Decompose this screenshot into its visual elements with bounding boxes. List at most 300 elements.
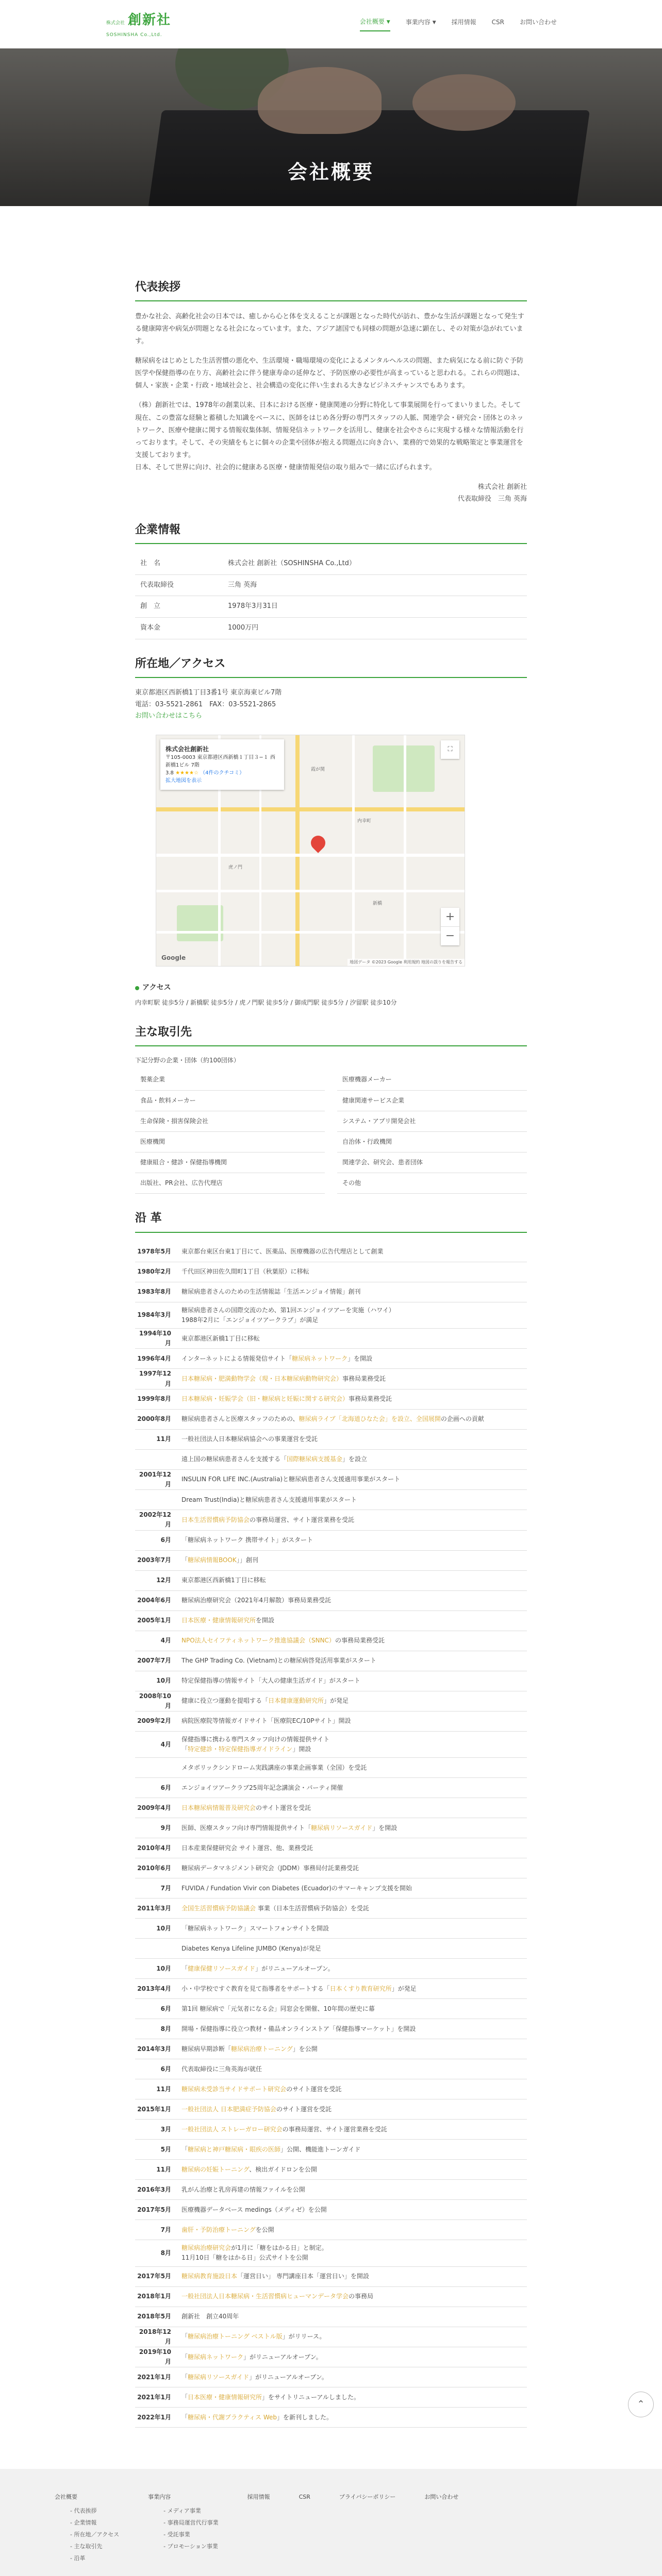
client-item: 自治体・行政機関 — [337, 1132, 527, 1153]
history-date: 2009年2月 — [137, 1717, 171, 1725]
history-row — [135, 1878, 527, 1899]
history-row — [135, 1262, 527, 1282]
history-text: Dream Trust(India)と糖尿病患者さん支援適用事業がスタート — [181, 1496, 357, 1503]
history-date: 2013年4月 — [137, 1985, 171, 1992]
history-row — [135, 1349, 527, 1369]
history-row — [135, 2267, 527, 2287]
section-title: 企業情報 — [135, 521, 527, 544]
history-date: 2015年1月 — [137, 2105, 171, 2113]
history-row — [135, 2059, 527, 2079]
history-link[interactable]: 一般社団法人 ストレーガロー研究会 — [181, 2125, 283, 2133]
nav-item[interactable]: 会社概要 ▼ — [360, 17, 390, 31]
nav-item[interactable]: 採用情報 — [451, 19, 476, 26]
history-text: 健康に役立つ運動を提唱する「日本健康運動研究所」が発足 — [181, 1697, 349, 1705]
client-item: 健康関連サービス企業 — [337, 1091, 527, 1111]
map-zoom-control — [441, 908, 459, 945]
history-row — [135, 1778, 527, 1798]
footer-link[interactable]: 事業内容 — [148, 2494, 171, 2501]
footer-column — [55, 2493, 119, 2564]
history-date: 2021年1月 — [137, 2373, 171, 2381]
history-date: 2018年5月 — [137, 2313, 171, 2320]
footer-sublink[interactable]: - 企業情報 — [70, 2517, 119, 2529]
history-row — [135, 1631, 527, 1651]
section-title: 代表挨拶 — [135, 278, 527, 301]
history-text: 乳がん治療と乳房再建の情報ファイルを公開 — [181, 2185, 305, 2193]
history-date: 2002年12月 — [139, 1511, 171, 1529]
history-row — [135, 1302, 527, 1329]
footer-link[interactable]: お問い合わせ — [424, 2494, 459, 2501]
history-text: 糖尿病早期診断「糖尿病治療トーニング」を公開 — [181, 2045, 318, 2053]
footer-sublink[interactable]: - 主な取引先 — [70, 2540, 119, 2552]
history-text: 糖尿病データマネジメント研究会（JDDM）事務局付託業務受託 — [181, 1864, 359, 1872]
history-row — [135, 1490, 527, 1510]
history-text: 「糖尿病ネットワーク」がリニューアルオープン。 — [181, 2353, 322, 2361]
history-link[interactable]: 糖尿病教育施設日本 — [181, 2273, 238, 2280]
history-text: 特定保健指導の情報サイト「大人の健康生活ガイド」がスタート — [181, 1676, 360, 1684]
history-row — [135, 2200, 527, 2220]
history-text: 糖尿病未受診当サイドサポート研究会のサイト運営を受託 — [181, 2085, 342, 2093]
history-text: インターネットによる情報発信サイト「糖尿病ネットワーク」を開設 — [181, 1354, 373, 1362]
history-date: 1978年5月 — [137, 1248, 171, 1256]
greeting-paragraph: 日本、そして世界に向け、社会的に健康ある医療・健康情報発信の取り組みで一緒に広げられます。 — [135, 463, 436, 471]
history-date: 2011年3月 — [137, 1904, 171, 1912]
history-date: 2019年10月 — [139, 2348, 171, 2366]
history-date: 2007年7月 — [137, 1656, 171, 1664]
history-date: 2021年1月 — [137, 2393, 171, 2401]
footer-sublink[interactable]: - 受託事業 — [163, 2529, 218, 2540]
history-link[interactable]: 糖尿病ネットワーク — [292, 1354, 348, 1362]
logo-name: 創新社 — [128, 12, 172, 28]
history-row — [135, 2240, 527, 2266]
zoom-in-button[interactable]: + — [445, 910, 455, 924]
history-date: 7月 — [160, 2226, 171, 2233]
clients-note: 下記分野の企業・団体（約100団体） — [135, 1057, 240, 1064]
history-text: 「糖尿病情報BOOK」」創刊 — [181, 1556, 258, 1564]
history-row — [135, 2347, 527, 2367]
history-date: 9月 — [160, 1824, 171, 1832]
section-title: 主な取引先 — [135, 1023, 527, 1046]
history-row — [135, 1732, 527, 1758]
history-text: 東京都台東区台東1丁目にて、医薬品、医療機器の広告代理店として創業 — [181, 1248, 384, 1256]
google-logo: Google — [161, 954, 186, 962]
history-link[interactable]: 糖尿病ライブ「北海道ひなた会」を設立、全国展開 — [299, 1415, 441, 1423]
history-text: 歯肝・予防治療トーニングを公開 — [181, 2226, 274, 2233]
history-text: Diabetes Kenya Lifeline JUMBO (Kenya)が発足 — [181, 1944, 321, 1952]
history-date: 11月 — [156, 2165, 171, 2173]
history-link[interactable]: 日本糖尿病・肥満動物学会（現・日本糖尿病動物研究会） — [181, 1375, 343, 1382]
history-date: 11月 — [156, 2085, 171, 2093]
history-row — [135, 1470, 527, 1490]
footer-column — [148, 2493, 218, 2564]
map-label: 新橋 — [373, 901, 383, 907]
footer-column — [339, 2493, 395, 2564]
history-row — [135, 1838, 527, 1858]
history-row — [135, 1758, 527, 1778]
history-text: 第1回 糖尿病で「元気者になる会」同窓会を開催、10年間の歴史に幕 — [181, 2005, 375, 2012]
history-date: 1980年2月 — [137, 1268, 171, 1276]
history-text: 千代田区神田佐久間町1丁目（秋葉原）に移転 — [181, 1268, 309, 1276]
history-text: 一般社団法人日本糖尿病・生活習慣病ヒューマンデータ学会の事務局 — [181, 2293, 374, 2300]
history-row — [135, 2039, 527, 2059]
footer-sublink[interactable]: - メディア事業 — [163, 2505, 218, 2517]
history-text: 日本医療・健康情報研究所を開設 — [181, 1616, 275, 1624]
history-link[interactable]: 全国生活習慣病予防協議会 — [181, 1904, 256, 1912]
company-key: 資本金 — [135, 618, 228, 639]
history-link[interactable]: 歯肝・予防治療トーニング — [181, 2226, 256, 2233]
history-date: 2004年6月 — [137, 1596, 171, 1604]
history-text: 糖尿病患者さんのための生活情報誌「生活エンジョイ情報」創刊 — [181, 1288, 361, 1296]
history-link[interactable]: 糖尿病情報BOOK — [188, 1556, 237, 1564]
history-date: 8月 — [160, 2025, 171, 2032]
history-text: 開場・保健指導に役立つ教材・備品オンラインストア「保健指導マーケット」を開設 — [181, 2025, 416, 2032]
company-section — [135, 521, 527, 639]
history-row — [135, 2367, 527, 2387]
history-row — [135, 1531, 527, 1551]
history-date: 1994年10月 — [139, 1330, 171, 1347]
history-text: 創新社 創立40周年 — [181, 2313, 239, 2320]
history-date: 2003年7月 — [137, 1556, 171, 1564]
history-date: 2000年8月 — [137, 1415, 171, 1423]
client-item: 食品・飲料メーカー — [135, 1091, 325, 1111]
footer-link[interactable]: CSR — [299, 2494, 310, 2501]
company-value: 1978年3月31日 — [228, 596, 527, 618]
history-date: 3月 — [160, 2125, 171, 2133]
history-date: 10月 — [156, 1964, 171, 1972]
history-row — [135, 1551, 527, 1571]
history-row — [135, 1711, 527, 1732]
history-link[interactable]: 国際糖尿病支援基金 — [287, 1455, 343, 1463]
footer-link[interactable]: プライバシーポリシー — [339, 2494, 396, 2501]
history-text: 日本糖尿病情報普及研究会のサイト運営を受託 — [181, 1804, 311, 1811]
history-link[interactable]: 糖尿病治療トーニング ベストル版 — [188, 2333, 283, 2341]
history-link[interactable]: 糖尿病ネットワーク — [188, 2353, 244, 2361]
history-link[interactable]: 日本医療・健康情報研究所 — [188, 2393, 262, 2401]
footer-column — [299, 2493, 310, 2564]
phone-fax: 電話：03-5521-2861 FAX：03-5521-2865 — [135, 700, 276, 708]
site-logo[interactable] — [106, 10, 171, 39]
history-row — [135, 2220, 527, 2240]
history-date: 2018年1月 — [137, 2293, 171, 2300]
scroll-top-button[interactable] — [628, 2392, 654, 2417]
history-text: 糖尿病の妊娠トーニング、検出ガイドロンを公開 — [181, 2165, 317, 2173]
history-text: 代表取締役に三角英海が就任 — [181, 2065, 262, 2073]
nav-item[interactable]: お問い合わせ — [519, 19, 557, 26]
company-value: 三角 英海 — [228, 574, 527, 596]
history-row — [135, 1329, 527, 1349]
history-text: 糖尿病患者さんの国際交流のため、第1回エンジョイツアーを実施（ハワイ） 1988年2月に「エンジョイツアークラブ」が満足 — [181, 1306, 395, 1324]
history-text: NPO法人セイフティネットワーク推進協議会（SNNC）の事務局業務受託 — [181, 1636, 385, 1644]
history-row — [135, 1450, 527, 1470]
history-row — [135, 2140, 527, 2160]
history-date: 6月 — [160, 2065, 171, 2073]
google-map[interactable] — [156, 735, 465, 967]
history-row — [135, 1369, 527, 1389]
history-row — [135, 1798, 527, 1818]
history-link[interactable]: 糖尿病リソースガイド — [311, 1824, 373, 1832]
signature-company: 株式会社 創新社 — [477, 483, 527, 491]
history-link[interactable]: 一般社団法人 日本肥満症予防協会 — [181, 2105, 276, 2113]
history-row — [135, 2287, 527, 2307]
history-text: 全国生活習慣病予防協議会 事業（日本生活習慣病予防協会）を受託 — [181, 1904, 369, 1912]
nav-item[interactable]: CSR — [491, 19, 504, 26]
map-label: 内幸町 — [357, 819, 372, 824]
history-text: 日本糖尿病・妊娠学会（旧・糖尿病と妊娠に関する研究会）事務局業務受託 — [181, 1395, 392, 1403]
history-text: 日本糖尿病・肥満動物学会（現・日本糖尿病動物研究会）事務局業務受託 — [181, 1375, 386, 1382]
history-row — [135, 2099, 527, 2120]
access-stations: 内幸町駅 徒歩5分 / 新橋駅 徒歩5分 / 虎ノ門駅 徒歩5分 / 御成門駅 徒歩5分 / 汐留駅 徒歩10分 — [135, 998, 397, 1006]
history-row — [135, 1858, 527, 1878]
history-row — [135, 1571, 527, 1591]
history-row — [135, 1999, 527, 2019]
history-date: 2016年3月 — [137, 2185, 171, 2193]
history-row — [135, 2387, 527, 2408]
history-date: 11月 — [156, 1435, 171, 1443]
history-text: 「糖尿病リソースガイド」がリニューアルオープン。 — [181, 2373, 328, 2381]
history-row — [135, 1430, 527, 1450]
section-title: 所在地／アクセス — [135, 655, 527, 678]
history-date: 2001年12月 — [139, 1470, 171, 1488]
section-title: 沿 革 — [135, 1209, 527, 1232]
greeting-paragraph: 糖尿病をはじめとした生活習慣の悪化や、生活環境・職場環境の変化によるメンタルヘルスの問題、また病気になる前に防ぐ予防医学や保健指導の在り方、高齢社会に伴う健康寿命の延伸など、予防医療の必要性が高まっていると思われる。これらの問題は、個人・家族・企業・行政・地域社会と、社会構造の変化に伴い生まれる大きなビジネスチャンスでもあります。 — [135, 357, 524, 390]
history-row — [135, 1691, 527, 1711]
history-date: 1999年8月 — [137, 1395, 171, 1403]
map-info-card — [160, 739, 284, 790]
history-date: 2008年10月 — [139, 1692, 171, 1709]
map-info-reviews[interactable]: （4件のクチコミ） — [200, 770, 245, 776]
history-row — [135, 2327, 527, 2347]
history-row — [135, 1611, 527, 1631]
history-row — [135, 1282, 527, 1302]
history-row — [135, 1651, 527, 1671]
main-nav — [360, 17, 557, 31]
footer-nav — [55, 2493, 458, 2564]
map-info-rating: 3.8 — [166, 770, 174, 776]
bullet-icon — [135, 986, 139, 990]
history-text: 糖尿病教育施設日本「運営日い」 専門講座日本「運営日い」を開設 — [181, 2273, 369, 2280]
history-link[interactable]: 糖尿病リソースガイド — [188, 2373, 250, 2381]
history-text: The GHP Trading Co. (Vietnam)との糖尿病啓発活用事業がスタート — [181, 1656, 376, 1664]
history-date: 1996年4月 — [137, 1354, 171, 1362]
star-icon: ★★★★☆ — [175, 770, 198, 776]
history-link[interactable]: 糖尿病の妊娠トーニング — [181, 2165, 250, 2173]
company-key: 代表取締役 — [135, 574, 228, 596]
history-row — [135, 1919, 527, 1939]
history-text: 東京都港区西新橋1丁目に移転 — [181, 1576, 266, 1584]
history-date: 6月 — [160, 2005, 171, 2012]
history-date: 2009年4月 — [137, 1804, 171, 1811]
site-header — [0, 0, 662, 48]
history-date: 7月 — [160, 1884, 171, 1892]
main-content — [135, 206, 527, 2428]
history-text: 医療機器データベース medings（メディゼ）を公開 — [181, 2206, 327, 2213]
company-row — [135, 618, 527, 639]
history-row — [135, 1242, 527, 1262]
access-section — [135, 655, 527, 1008]
history-text: 東京都港区新橋1丁目に移転 — [181, 1334, 260, 1342]
history-text: 「日本医療・健康情報研究所」をサイトリニューアルしました。 — [181, 2393, 360, 2401]
history-row — [135, 2079, 527, 2099]
footer-link[interactable]: 採用情報 — [247, 2494, 270, 2501]
footer-sublink[interactable]: - 代表挨拶 — [70, 2505, 119, 2517]
company-key: 社 名 — [135, 553, 228, 574]
history-row — [135, 1410, 527, 1430]
history-link[interactable]: 糖尿病未受診当サイドサポート研究会 — [181, 2085, 287, 2093]
history-date: 12月 — [156, 1576, 171, 1584]
history-date: 2017年5月 — [137, 2206, 171, 2213]
access-heading: アクセス — [135, 982, 527, 993]
history-date: 1983年8月 — [137, 1288, 171, 1296]
company-value: 1000万円 — [228, 618, 527, 639]
history-text: 糖尿病患者さんと医療スタッフのための、糖尿病ライブ「北海道ひなた会」を設立、全国展開の企画への貢献 — [181, 1415, 484, 1423]
history-row — [135, 2307, 527, 2327]
history-row — [135, 1671, 527, 1691]
history-date: 6月 — [160, 1784, 171, 1791]
hero-banner — [0, 48, 662, 206]
map-label: 虎ノ門 — [228, 865, 243, 871]
history-row — [135, 1818, 527, 1838]
footer-link[interactable]: 会社概要 — [55, 2494, 77, 2501]
chevron-down-icon: ▼ — [432, 20, 436, 25]
page-title: 会社概要 — [287, 161, 374, 183]
history-date: 2010年4月 — [137, 1844, 171, 1852]
greeting-paragraph: 豊かな社会、高齢化社会の日本では、癒しから心と体を支えることが課題となった時代が訪れ、豊かな生活が課題となって発生する健康障害や病気が問題となる社会になっています。また、アジア諸国でも同様の問題が急速に顕在し、その対策が急がれています。 — [135, 313, 524, 346]
client-item: その他 — [337, 1173, 527, 1194]
signature — [135, 481, 527, 505]
map-enlarge-link[interactable]: 拡大地図を表示 — [166, 778, 202, 784]
history-date: 10月 — [156, 1676, 171, 1684]
history-date: 4月 — [160, 1740, 171, 1748]
history-text: 一般社団法人日本糖尿病協会への事業運営を受託 — [181, 1435, 318, 1443]
footer-sublink[interactable]: - 所在地／アクセス — [70, 2529, 119, 2540]
map-label: 霞が関 — [311, 767, 325, 773]
zoom-out-button[interactable]: − — [441, 926, 459, 945]
history-row — [135, 1510, 527, 1530]
client-item: 生命保険・損害保険会社 — [135, 1111, 325, 1132]
company-row — [135, 596, 527, 618]
history-link[interactable]: 健康保健リソースガイド — [188, 1964, 256, 1972]
chevron-up-icon: ⌃ — [637, 2399, 645, 2410]
history-text: メタボリックシンドローム実践講座の事業企画事業（全国）を受託 — [181, 1764, 367, 1771]
address: 東京都港区西新橋1丁目3番1号 東京海東ビル7階 — [135, 689, 282, 697]
history-date: 2005年1月 — [137, 1616, 171, 1624]
company-table — [135, 553, 527, 639]
history-text: 日本生活習慣病予防協会の事務局運営、サイト運営業務を受託 — [181, 1516, 355, 1523]
footer-sublink[interactable]: - 沿革 — [70, 2552, 119, 2564]
client-item: システム・アプリ開発会社 — [337, 1111, 527, 1132]
history-link[interactable]: NPO法人セイフティネットワーク推進協議会（SNNC） — [181, 1636, 335, 1644]
history-row — [135, 1959, 527, 1979]
footer-sublink[interactable]: - 事務局運営代行事業 — [163, 2517, 218, 2529]
history-link[interactable]: 糖尿病治療研究会 — [181, 2244, 231, 2252]
history-text: 「糖尿病と神戸糖尿病・眼疾の医師」公開、機能進トーンガイド — [181, 2145, 361, 2153]
history-date: 10月 — [156, 1924, 171, 1932]
client-item: 出版社、PR会社、広告代理店 — [135, 1173, 325, 1194]
history-text: 「糖尿病ネットワーク」スマートフォンサイトを開設 — [181, 1924, 329, 1932]
history-date: 1997年12月 — [139, 1370, 171, 1387]
history-date: 5月 — [160, 2145, 171, 2153]
company-row — [135, 574, 527, 596]
history-row — [135, 1899, 527, 1919]
history-text: INSULIN FOR LIFE INC.(Australia)と糖尿病患者さん支援適用事業がスタート — [181, 1476, 401, 1483]
history-text: 病院医療院等情報ガイドサイト「医療院EC/10Pサイト」開設 — [181, 1717, 351, 1725]
history-text: FUVIDA / Fundation Vivir con Diabetes (Ecuador)のサマーキャンプ支援を開始 — [181, 1884, 412, 1892]
fullscreen-icon[interactable]: ⛶ — [441, 740, 459, 759]
greeting-section — [135, 278, 527, 505]
history-row — [135, 1939, 527, 1959]
logo-kabu: 株式会社 — [106, 21, 125, 26]
history-link[interactable]: 糖尿病・代謝プラクティス Web — [188, 2413, 277, 2421]
company-value: 株式会社 創新社（SOSHINSHA Co.,Ltd） — [228, 553, 527, 574]
history-text: 小・中学校ですぐ教育を見て指導者をサポートする「日本くすり教育研究所」が発足 — [181, 1985, 417, 1992]
greeting-paragraph: （株）創新社では、1978年の創業以来、日本における医療・健康関連の分野に特化して事業展開を行ってまいりました。そして現在、この豊富な経験と蓄積した知識をベースに、医師をはじめ各分野の専門スタッフの人脈、関連学会・研究会・団体とのネットワーク、医療や健康に関する情報収集体制、情報発信ネットワークを活用し、健康を社会やさらに実現する様々な情報活動を行っております。そして、その実績をもとに個々の企業や団体が抱える問題点に向き合い、業務的で効果的な戦略策定と事業運営を支援しております。 — [135, 401, 524, 459]
contact-link[interactable]: お問い合わせはこちら — [135, 711, 203, 720]
footer-sublink[interactable]: - プロモーション事業 — [163, 2540, 218, 2552]
history-text: 日本産業保健研究会 サイト運営、他、業務受託 — [181, 1844, 313, 1852]
history-date: 2010年6月 — [137, 1864, 171, 1872]
clients-section — [135, 1023, 527, 1194]
map-copyright: 地図データ ©2023 Google 利用規約 地図の誤りを報告する — [347, 959, 465, 967]
history-date: 2022年1月 — [137, 2413, 171, 2421]
company-key: 創 立 — [135, 596, 228, 618]
history-date: 8月 — [160, 2249, 171, 2257]
map-info-name: 株式会社創新社 — [166, 745, 209, 753]
history-list — [135, 1242, 527, 2428]
client-item: 健康組合・健診・保健指導機関 — [135, 1153, 325, 1173]
history-link[interactable]: 特定健診・特定保健指導ガイドライン — [188, 1745, 293, 1753]
history-row — [135, 2019, 527, 2039]
history-date: 4月 — [160, 1636, 171, 1644]
history-row — [135, 1389, 527, 1410]
chevron-down-icon: ▼ — [386, 19, 390, 25]
history-text: 保健指導に携わる専門スタッフ向けの情報提供サイト 「特定健診・特定保健指導ガイドライン」開設 — [181, 1735, 330, 1753]
history-text: 糖尿病治療研究会（2021年4月解散）事務局業務受託 — [181, 1596, 332, 1604]
history-link[interactable]: 日本健康運動研究所 — [268, 1697, 324, 1705]
history-row — [135, 2160, 527, 2180]
history-link[interactable]: 糖尿病と神戸糖尿病・眼疾の医師 — [188, 2145, 281, 2153]
history-text: エンジョイツアークラブ25周年記念講演会・パーティ開催 — [181, 1784, 343, 1791]
history-link[interactable]: 日本糖尿病・妊娠学会（旧・糖尿病と妊娠に関する研究会） — [181, 1395, 349, 1403]
history-text: 「糖尿病治療トーニング ベストル版」がリリース。 — [181, 2333, 326, 2341]
client-item: 医療機関 — [135, 1132, 325, 1153]
history-text: 遠上国の糖尿病患者さんを支援する「国際糖尿病支援基金」を設立 — [181, 1455, 368, 1463]
history-link[interactable]: 糖尿病治療トーニング — [231, 2045, 293, 2053]
history-link[interactable]: 日本くすり教育研究所 — [329, 1985, 392, 1992]
history-link[interactable]: 日本医療・健康情報研究所 — [181, 1616, 256, 1624]
history-link[interactable]: 日本生活習慣病予防協会 — [181, 1516, 250, 1523]
history-text: 「健康保健リソースガイド」がリニューアルオープン。 — [181, 1964, 334, 1972]
history-date: 2018年12月 — [139, 2328, 171, 2345]
history-link[interactable]: 日本糖尿病情報普及研究会 — [181, 1804, 256, 1811]
history-text: 医師、医療スタッフ向け専門情報提供サイト「糖尿病リソースガイド」を開設 — [181, 1824, 398, 1832]
history-link[interactable]: 一般社団法人日本糖尿病・生活習慣病ヒューマンデータ学会 — [181, 2293, 349, 2300]
history-row — [135, 2120, 527, 2140]
history-date: 2014年3月 — [137, 2045, 171, 2053]
history-row — [135, 2180, 527, 2200]
history-date: 2017年5月 — [137, 2273, 171, 2280]
history-text: 「糖尿病・代謝プラクティス Web」を新刊しました。 — [181, 2413, 333, 2421]
history-row — [135, 1979, 527, 1999]
client-item: 関連学会、研究会、患者団体 — [337, 1153, 527, 1173]
history-section — [135, 1209, 527, 2428]
history-date: 6月 — [160, 1536, 171, 1544]
clients-grid — [135, 1070, 527, 1194]
nav-item[interactable]: 事業内容 ▼ — [405, 19, 436, 26]
history-row — [135, 1591, 527, 1611]
history-row — [135, 2408, 527, 2428]
footer-column — [424, 2493, 458, 2564]
history-text: 「糖尿病ネットワーク 携帯サイト」がスタート — [181, 1536, 313, 1544]
history-text: 糖尿病治療研究会が1月に「糖をはかる日」と制定。 11月10日「糖をはかる日」公式サイトを公開 — [181, 2244, 328, 2262]
